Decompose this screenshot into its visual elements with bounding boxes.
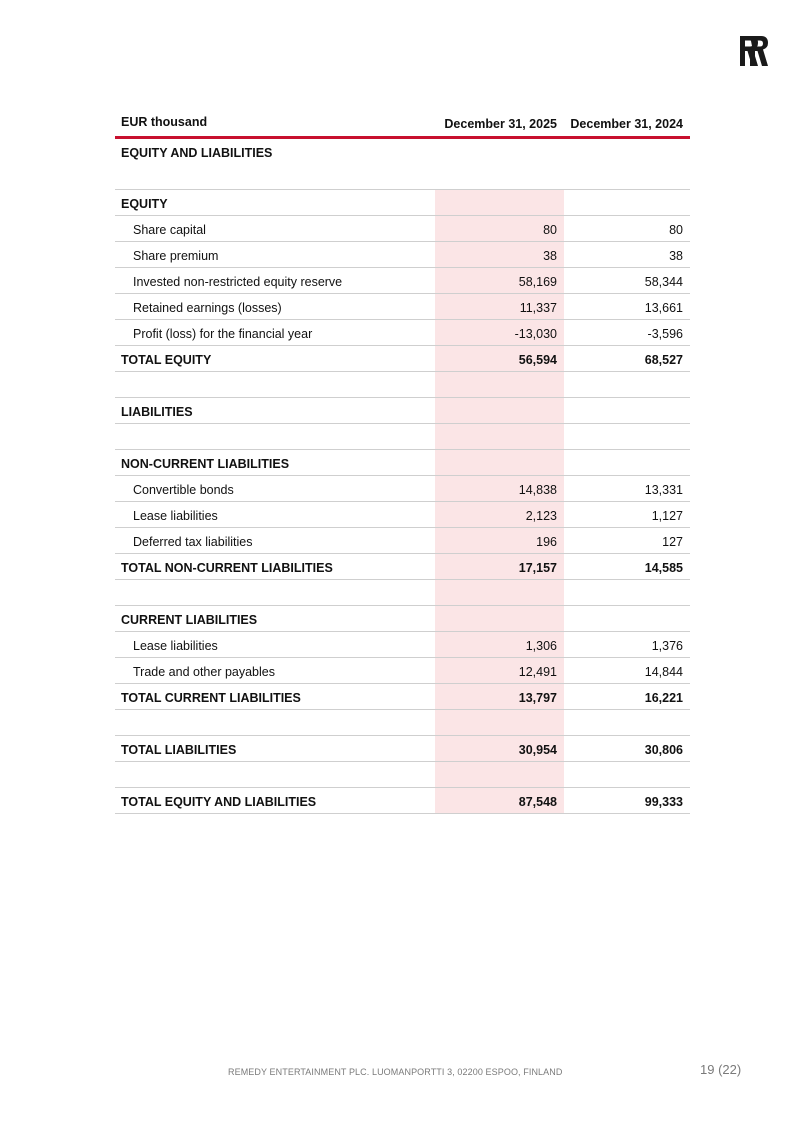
value-2024: 99,333 [644, 795, 683, 809]
table-row [115, 294, 690, 320]
header-unit: EUR thousand [121, 115, 208, 129]
value-2025 [435, 372, 564, 397]
value-2024: 14,844 [644, 665, 683, 679]
value-2024: 30,806 [644, 743, 683, 757]
value-2025: 196 [435, 528, 564, 553]
row-label: TOTAL LIABILITIES [121, 743, 237, 757]
value-2024: 16,221 [644, 691, 683, 705]
value-2024: -3,596 [647, 327, 683, 341]
value-2025: 17,157 [435, 554, 564, 579]
row-label: TOTAL NON-CURRENT LIABILITIES [121, 561, 333, 575]
value-2025 [435, 606, 564, 631]
value-2024: 14,585 [644, 561, 683, 575]
table-header [115, 107, 690, 139]
row-label: NON-CURRENT LIABILITIES [121, 457, 290, 471]
table-row [115, 762, 690, 788]
value-2025 [435, 580, 564, 605]
table-row [115, 320, 690, 346]
value-2025: 11,337 [435, 294, 564, 319]
row-label: LIABILITIES [121, 405, 193, 419]
value-2025: 38 [435, 242, 564, 267]
value-2024: 68,527 [644, 353, 683, 367]
value-2024 [564, 606, 690, 631]
value-2024: 1,376 [651, 639, 683, 653]
row-label: TOTAL EQUITY [121, 353, 212, 367]
value-2024 [564, 710, 690, 735]
row-label: EQUITY [121, 197, 168, 211]
table-body [115, 189, 690, 814]
section-title: EQUITY AND LIABILITIES [121, 146, 273, 160]
value-2025: 1,306 [435, 632, 564, 657]
table-row [115, 736, 690, 762]
row-label: TOTAL EQUITY AND LIABILITIES [121, 795, 317, 809]
value-2024: 13,661 [644, 301, 683, 315]
value-2024: 127 [662, 535, 683, 549]
value-2025 [435, 398, 564, 423]
table-row [115, 216, 690, 242]
value-2024: 38 [669, 249, 683, 263]
table-row [115, 788, 690, 814]
row-label: TOTAL CURRENT LIABILITIES [121, 691, 301, 705]
table-row [115, 372, 690, 398]
value-2024 [564, 580, 690, 605]
value-2024 [564, 450, 690, 475]
value-2025 [435, 450, 564, 475]
table-row [115, 502, 690, 528]
table-row [115, 242, 690, 268]
row-label [115, 424, 435, 449]
table-row [115, 189, 690, 216]
value-2025 [435, 190, 564, 215]
value-2025: 13,797 [435, 684, 564, 709]
value-2025: 14,838 [435, 476, 564, 501]
table-row [115, 476, 690, 502]
remedy-logo-icon [740, 36, 768, 66]
value-2025: 30,954 [435, 736, 564, 761]
value-2025 [435, 710, 564, 735]
table-row [115, 632, 690, 658]
value-2025 [435, 762, 564, 787]
row-label [115, 372, 435, 397]
spacer [115, 167, 690, 189]
table-row [115, 346, 690, 372]
table-row [115, 580, 690, 606]
row-label: Deferred tax liabilities [133, 535, 253, 549]
value-2024 [564, 424, 690, 449]
footer-address: REMEDY ENTERTAINMENT PLC. LUOMANPORTTI 3, 02200 ESPOO, FINLAND [228, 1067, 563, 1077]
value-2024 [564, 398, 690, 423]
value-2025: 87,548 [435, 788, 564, 813]
row-label: Lease liabilities [133, 509, 218, 523]
row-label: Share premium [133, 249, 219, 263]
header-2024: December 31, 2024 [570, 117, 683, 131]
page-number: 19 (22) [700, 1062, 742, 1077]
row-label: Convertible bonds [133, 483, 234, 497]
value-2025: 56,594 [435, 346, 564, 371]
table-row [115, 606, 690, 632]
value-2024: 13,331 [644, 483, 683, 497]
value-2025: 2,123 [435, 502, 564, 527]
row-label: CURRENT LIABILITIES [121, 613, 258, 627]
table-row [115, 528, 690, 554]
row-label [115, 710, 435, 735]
value-2025: 80 [435, 216, 564, 241]
table-row [115, 554, 690, 580]
value-2024: 80 [669, 223, 683, 237]
row-label: Trade and other payables [133, 665, 275, 679]
value-2025: 12,491 [435, 658, 564, 683]
table-row [115, 450, 690, 476]
header-2025: December 31, 2025 [444, 117, 557, 131]
table-row [115, 268, 690, 294]
row-label: Share capital [133, 223, 206, 237]
value-2024 [564, 762, 690, 787]
value-2025: -13,030 [435, 320, 564, 345]
value-2024 [564, 372, 690, 397]
table-row [115, 658, 690, 684]
balance-sheet-table [115, 107, 690, 814]
row-label [115, 762, 435, 787]
table-row [115, 684, 690, 710]
table-row [115, 710, 690, 736]
row-label: Profit (loss) for the financial year [133, 327, 313, 341]
value-2025 [435, 424, 564, 449]
value-2024: 1,127 [651, 509, 683, 523]
table-row [115, 398, 690, 424]
row-label [115, 580, 435, 605]
row-label: Retained earnings (losses) [133, 301, 282, 315]
row-label: Lease liabilities [133, 639, 218, 653]
value-2025: 58,169 [435, 268, 564, 293]
value-2024: 58,344 [644, 275, 683, 289]
table-row [115, 424, 690, 450]
row-label: Invested non-restricted equity reserve [133, 275, 343, 289]
value-2024 [564, 190, 690, 215]
